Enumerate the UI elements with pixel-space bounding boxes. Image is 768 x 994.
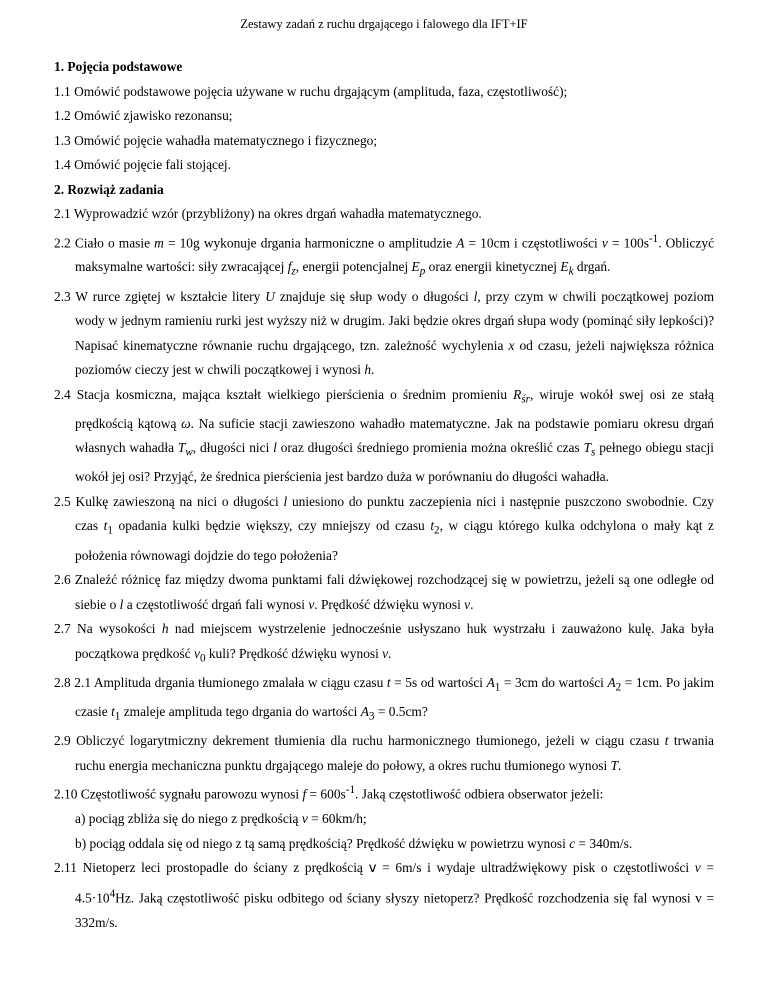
section-1-title: 1. Pojęcia podstawowe [54,59,183,74]
problem-2-5: 2.5 Kulkę zawieszoną na nici o długości l uniesiono do punktu zaczepienia nici i następnie puszczono swobodnie. Czy czas $t_1$ opadania kulki będzie większy, czy mniejszy od czasu $t_2$, w ciągu którego kulka odchylona o mały kąt z położenia równowagi dojdzie do tego położenia? [54,493,715,563]
problem-2-9: 2.9 Obliczyć logarytmiczny dekrement tłumienia dla ruchu harmonicznego tłumionego, jeżeli w ciągu czasu t trwania ruchu energia mechaniczna punktu drgającego maleje do połowy, a okres ruchu tłumionego wynosi T. [54,733,714,773]
problem-2-3: 2.3 W rurce zgiętej w kształcie litery U znajduje się słup wody o długości l, przy czym w chwili początkowej poziom wody w jednym ramieniu rurki jest wyższy niż w drugim. Jaki będzie okres drgań słupa wody (pominąć siły lepkości)? Napisać kinematyczne równanie ruchu drgającego, tzn. zależność wychylenia x od czasu, jeżeli największa różnica poziomów cieczy jest w chwili początkowej i wynosi h. [54,288,715,378]
problem-2-6: 2.6 Znaleźć różnicę faz między dwoma punktami fali dźwiękowej rozchodzącej się w powietrzu, jeżeli są one odległe od siebie o l a częstotliwość drgań fali wynosi ν. Prędkość dźwięku wynosi v. [54,572,714,612]
problem-2-7: 2.7 Na wysokości h nad miejscem wystrzelenie jednocześnie usłyszano huk wystrzału i zauważono kulę. Jaka była początkowa prędkość $v_0$ kuli? Prędkość dźwięku wynosi v. [54,621,714,665]
problem-2-1: 2.1 Wyprowadzić wzór (przybliżony) na okres drgań wahadła matematycznego. [54,206,482,221]
problem-2-10-a: a) pociąg zbliża się do niego z prędkością v = 60km/h; [75,811,367,827]
problem-2-4: 2.4 Stacja kosmiczna, mająca kształt wielkiego pierścienia o średnim promieniu $R_{śr}$, wiruje wokół swej osi ze stałą prędkością kątową ω. Na suficie stacji zawieszono wahadło matematyczne. Jak na podstawie pomiaru okresu drgań własnych wahadła $T_w$, długości nici l oraz długości średniego promienia można określić czas $T_s$ pełnego obiegu stacji wokół jej osi? Przyjąć, że średnica pierścienia jest bardzo duża w porównaniu do długości wahadła. [54,386,715,485]
item-1-1: 1.1 Omówić podstawowe pojęcia używane w ruchu drgającym (amplituda, faza, częstotliwość); [54,83,568,99]
problem-2-10-b: b) pociąg oddala się od niego z tą samą prędkością? Prędkość dźwięku w powietrzu wynosi c = 340m/s. [75,835,633,851]
problem-2-11: 2.11 Nietoperz leci prostopadle do ściany z prędkością v = 6m/s i wydaje ultradźwiękowy pisk o częstotliwości $\nu = 4.5\cdot 10^4Hz$. Jaką częstotliwość pisku odbitego od ściany słyszy nietoperz? Prędkość rozchodzenia się fal wynosi v = 332m/s. [54,860,714,930]
problem-2-2: 2.2 Ciało o masie m = 10g wykonuje drgania harmoniczne o amplitudzie A = 10cm i częstotliwości $\nu = 100s^{-1}$. Obliczyć maksymalne wartości: siły zwracającej $f_z$, energii potencjalnej $E_p$ oraz energii kinetycznej $E_k$ drgań. [54,232,715,279]
item-1-3: 1.3 Omówić pojęcie wahadła matematycznego i fizycznego; [54,132,378,148]
problem-2-8: 2.8 2.1 Amplituda drgania tłumionego zmalała w ciągu czasu t = 5s od wartości $A_1 = 3cm$ do wartości $A_2 = 1cm$. Po jakim czasie $t_1$ zmaleje amplituda tego drgania do wartości $A_3 = 0.5cm$? [54,674,714,723]
item-1-2: 1.2 Omówić zjawisko rezonansu; [54,108,233,123]
section-2-title: 2. Rozwiąż zadania [54,181,164,197]
problem-2-10: 2.10 Częstotliwość sygnału parowozu wynosi $f = 600s^{-1}$. Jaką częstotliwość odbiera obserwator jeżeli: [54,784,604,802]
item-1-4: 1.4 Omówić pojęcie fali stojącej. [54,157,231,172]
page-header: Zestawy zadań z ruchu drgającego i falowego dla IFT+IF [240,17,528,31]
